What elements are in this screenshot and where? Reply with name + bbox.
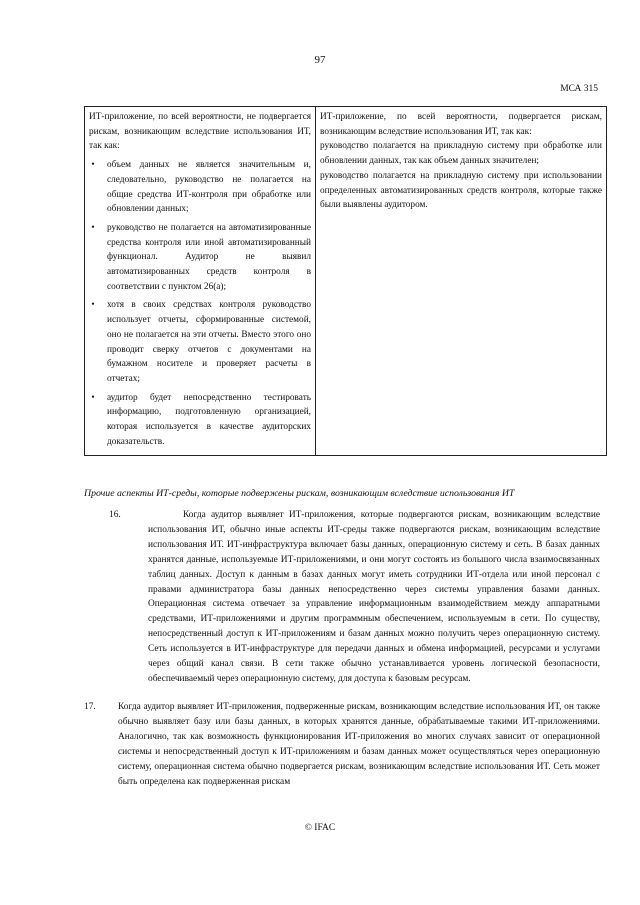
paragraph-number: 16. bbox=[109, 510, 121, 520]
list-item bbox=[89, 298, 311, 386]
left-intro: ИТ-приложение, по всей вероятности, не подвергается рискам, возникающим вследствие использования ИТ, так как: bbox=[89, 112, 311, 152]
right-line: руководство полагается на прикладную систему при обработке или обновлении данных, так как объем данных значителен; bbox=[320, 141, 602, 167]
list-item-text: аудитор будет непосредственно тестировать информацию, подготовленную организацией, которая используется в качестве аудиторских доказательств. bbox=[107, 392, 311, 447]
bullet-icon: • bbox=[91, 160, 95, 171]
left-bullet-list bbox=[89, 158, 311, 449]
bullet-icon: • bbox=[91, 222, 95, 233]
table-cell-exposed bbox=[316, 107, 607, 456]
paragraph-number: 17. bbox=[84, 702, 96, 712]
paragraph-text: Когда аудитор выявляет ИТ-приложения, которые подвергаются рискам, возникающим вследствие использования ИТ, обычно иные аспекты ИТ-среды также подвергаются рискам, возникающим вследствие использования ИТ. ИТ-инфраструктура включает базы данных, операционную систему и сеть. В базах данных хранятся данные, используемые ИТ-приложениями, и они могут состоять из большого числа взаимосвязанных таблиц данных. Доступ к данным в базах данных могут иметь сотрудники ИТ-отдела или иной персонал с правами администратора базы данных непосредственно через системы управления базами данных. Операционная система отвечает за управление информационным взаимодействием между аппаратными средствами, ИТ-приложениями и другим программным обеспечением, используемым в сети. По существу, непосредственный доступ к ИТ-приложениям и базам данных можно получить через операционную систему. Сеть используется в ИТ-инфраструктуре для передачи данных и обмена информацией, ресурсами и услугами через общий канал связи. В сети также обычно устанавливается уровень логической безопасности, обеспечиваемый через операционную систему, для доступа к базовым ресурсам. bbox=[148, 510, 600, 684]
right-intro: ИТ-приложение, по всей вероятности, подвергается рискам, возникающим вследствие использования ИТ, так как: bbox=[320, 112, 602, 137]
list-item-text: хотя в своих средствах контроля руководство использует отчеты, сформированные системой, оно не полагается на эти отчеты. Вместо этого оно проводит сверку отчетов с документами на бумажном носителе и проверяет расчеты в отчетах; bbox=[107, 300, 311, 384]
list-item-text: руководство не полагается на автоматизированные средства контроля или иной автоматизированный функционал. Аудитор не выявил автоматизированных средств контроля в соответствии с пунктом 26(а); bbox=[107, 222, 311, 292]
right-line: руководство полагается на прикладную систему при использовании определенных автоматизированных средств контроля, которые также были выявлены аудитором. bbox=[320, 170, 602, 211]
list-item bbox=[89, 221, 311, 295]
list-item-text: объем данных не является значительным и, следовательно, руководство не полагается на общие средства ИТ-контроля при обработке или обновлении данных; bbox=[107, 160, 311, 215]
bullet-icon: • bbox=[91, 300, 95, 311]
paragraph-16 bbox=[84, 508, 600, 687]
paragraph-17 bbox=[84, 700, 600, 789]
standard-reference: МСА 315 bbox=[560, 84, 598, 94]
bullet-icon: • bbox=[91, 392, 95, 403]
list-item bbox=[89, 158, 311, 217]
paragraph-text: Когда аудитор выявляет ИТ-приложения, подверженные рискам, возникающим вследствие использования ИТ, он также обычно выявляет базу или базы данных, в которых хранятся данные, обрабатываемые такими ИТ-приложениями. Аналогично, так как возможность функционирования ИТ-приложения во многих случаях зависит от операционной системы и непосредственный доступ к ИТ-приложениям и базам данных может осуществляться через операционную систему, операционная система обычно подвергается рискам, возникающим вследствие использования ИТ. Сеть может быть определена как подверженная рискам bbox=[118, 702, 600, 787]
table-cell-not-exposed bbox=[85, 107, 316, 456]
comparison-table bbox=[84, 106, 607, 456]
section-heading: Прочие аспекты ИТ-среды, которые подвержены рискам, возникающим вследствие использования ИТ bbox=[84, 488, 515, 499]
page-number: 97 bbox=[314, 54, 326, 66]
footer-copyright: © IFAC bbox=[304, 823, 336, 833]
list-item bbox=[89, 391, 311, 450]
table-row bbox=[85, 107, 607, 456]
